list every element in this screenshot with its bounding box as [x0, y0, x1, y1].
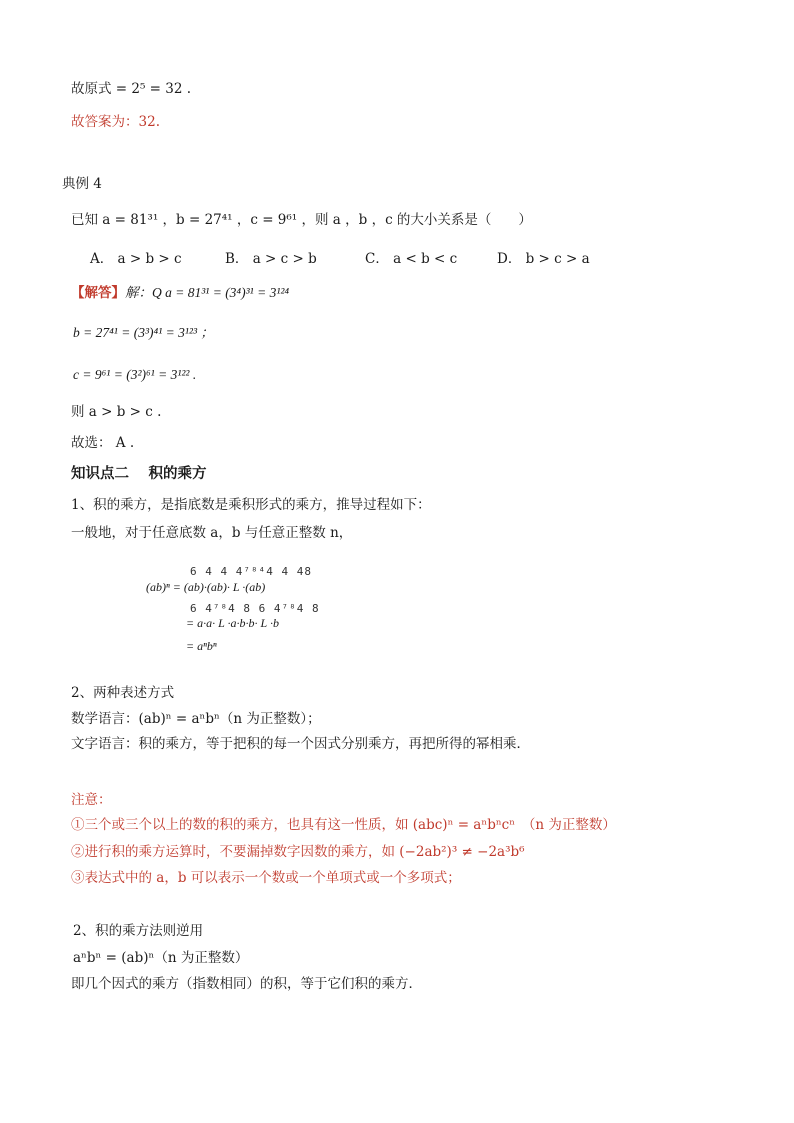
answer-suffix: . — [155, 114, 160, 130]
math-language: 数学语言：(ab)ⁿ = aⁿbⁿ（n 为正整数）； — [71, 711, 321, 727]
option-b: B． a > c > b — [225, 251, 317, 267]
derivation-brace-2: 6 4⁷⁸4 8 6 4⁷⁸4 8 — [190, 602, 320, 615]
conclusion-line: 故原式 = 2⁵ = 32 . — [71, 81, 192, 97]
inverse-title: 2、积的乘方法则逆用 — [73, 923, 204, 939]
inverse-explanation: 即几个因式的乘方（指数相同）的积，等于它们积的乘方． — [71, 976, 422, 992]
option-d: D． b > c > a — [497, 251, 590, 267]
answer-line — [71, 113, 160, 131]
knowledge-title: 知识点二 积的乘方 — [71, 465, 207, 482]
example-title: 典例 4 — [62, 176, 102, 192]
answer-value: 32 — [138, 114, 156, 130]
choice-line: 故选： A . — [71, 435, 135, 451]
note-item-2: ②进行积的乘方运算时，不要漏掉数字因数的乘方，如 (−2ab²)³ ≠ −2a³b⁶ — [71, 844, 525, 860]
inverse-formula: aⁿbⁿ = (ab)ⁿ（n 为正整数） — [73, 950, 249, 966]
compare-line: 则 a > b > c . — [71, 404, 162, 420]
answer-prefix: 故答案为： — [71, 114, 139, 130]
forms-title: 2、两种表述方式 — [71, 685, 175, 701]
knowledge-general: 一般地，对于任意底数 a，b 与任意正整数 n， — [71, 525, 353, 541]
option-c: C． a < b < c — [365, 251, 458, 267]
option-a: A． a > b > c — [90, 251, 182, 267]
text-language: 文字语言：积的乘方，等于把积的每一个因式分别乘方，再把所得的幂相乘． — [71, 736, 530, 752]
solution-line — [71, 284, 289, 302]
step-c: c = 9⁶¹ = (3²)⁶¹ = 3¹²² . — [73, 367, 197, 382]
solution-label: 【解答】 — [71, 285, 125, 301]
knowledge-definition: 1、积的乘方，是指底数是乘积形式的乘方，推导过程如下： — [71, 497, 431, 513]
note-item-3: ③表达式中的 a，b 可以表示一个数或一个单项式或一个多项式； — [71, 870, 461, 886]
solution-first: 解：Q a = 81³¹ = (3⁴)³¹ = 3¹²⁴ — [125, 285, 290, 300]
example-question: 已知 a = 81³¹ ，b = 27⁴¹ ，c = 9⁶¹ ，则 a ，b ，c 的大小关系是（ ） — [71, 212, 532, 228]
step-b: b = 27⁴¹ = (3³)⁴¹ = 3¹²³ ； — [73, 325, 214, 340]
derivation-line-2: = a·a· L ·a·b·b· L ·b — [186, 616, 280, 630]
derivation-line-3: = aⁿbⁿ — [186, 639, 217, 653]
derivation-brace-1: 6 4 4 4⁷⁸⁴4 4 48 — [190, 565, 312, 578]
derivation-line-1: (ab)ⁿ = (ab)·(ab)· L ·(ab) — [146, 580, 266, 594]
note-item-1: ①三个或三个以上的数的积的乘方，也具有这一性质，如 (abc)ⁿ = aⁿbⁿcⁿ （n 为正整数） — [71, 817, 616, 833]
notes-title: 注意： — [71, 792, 112, 808]
